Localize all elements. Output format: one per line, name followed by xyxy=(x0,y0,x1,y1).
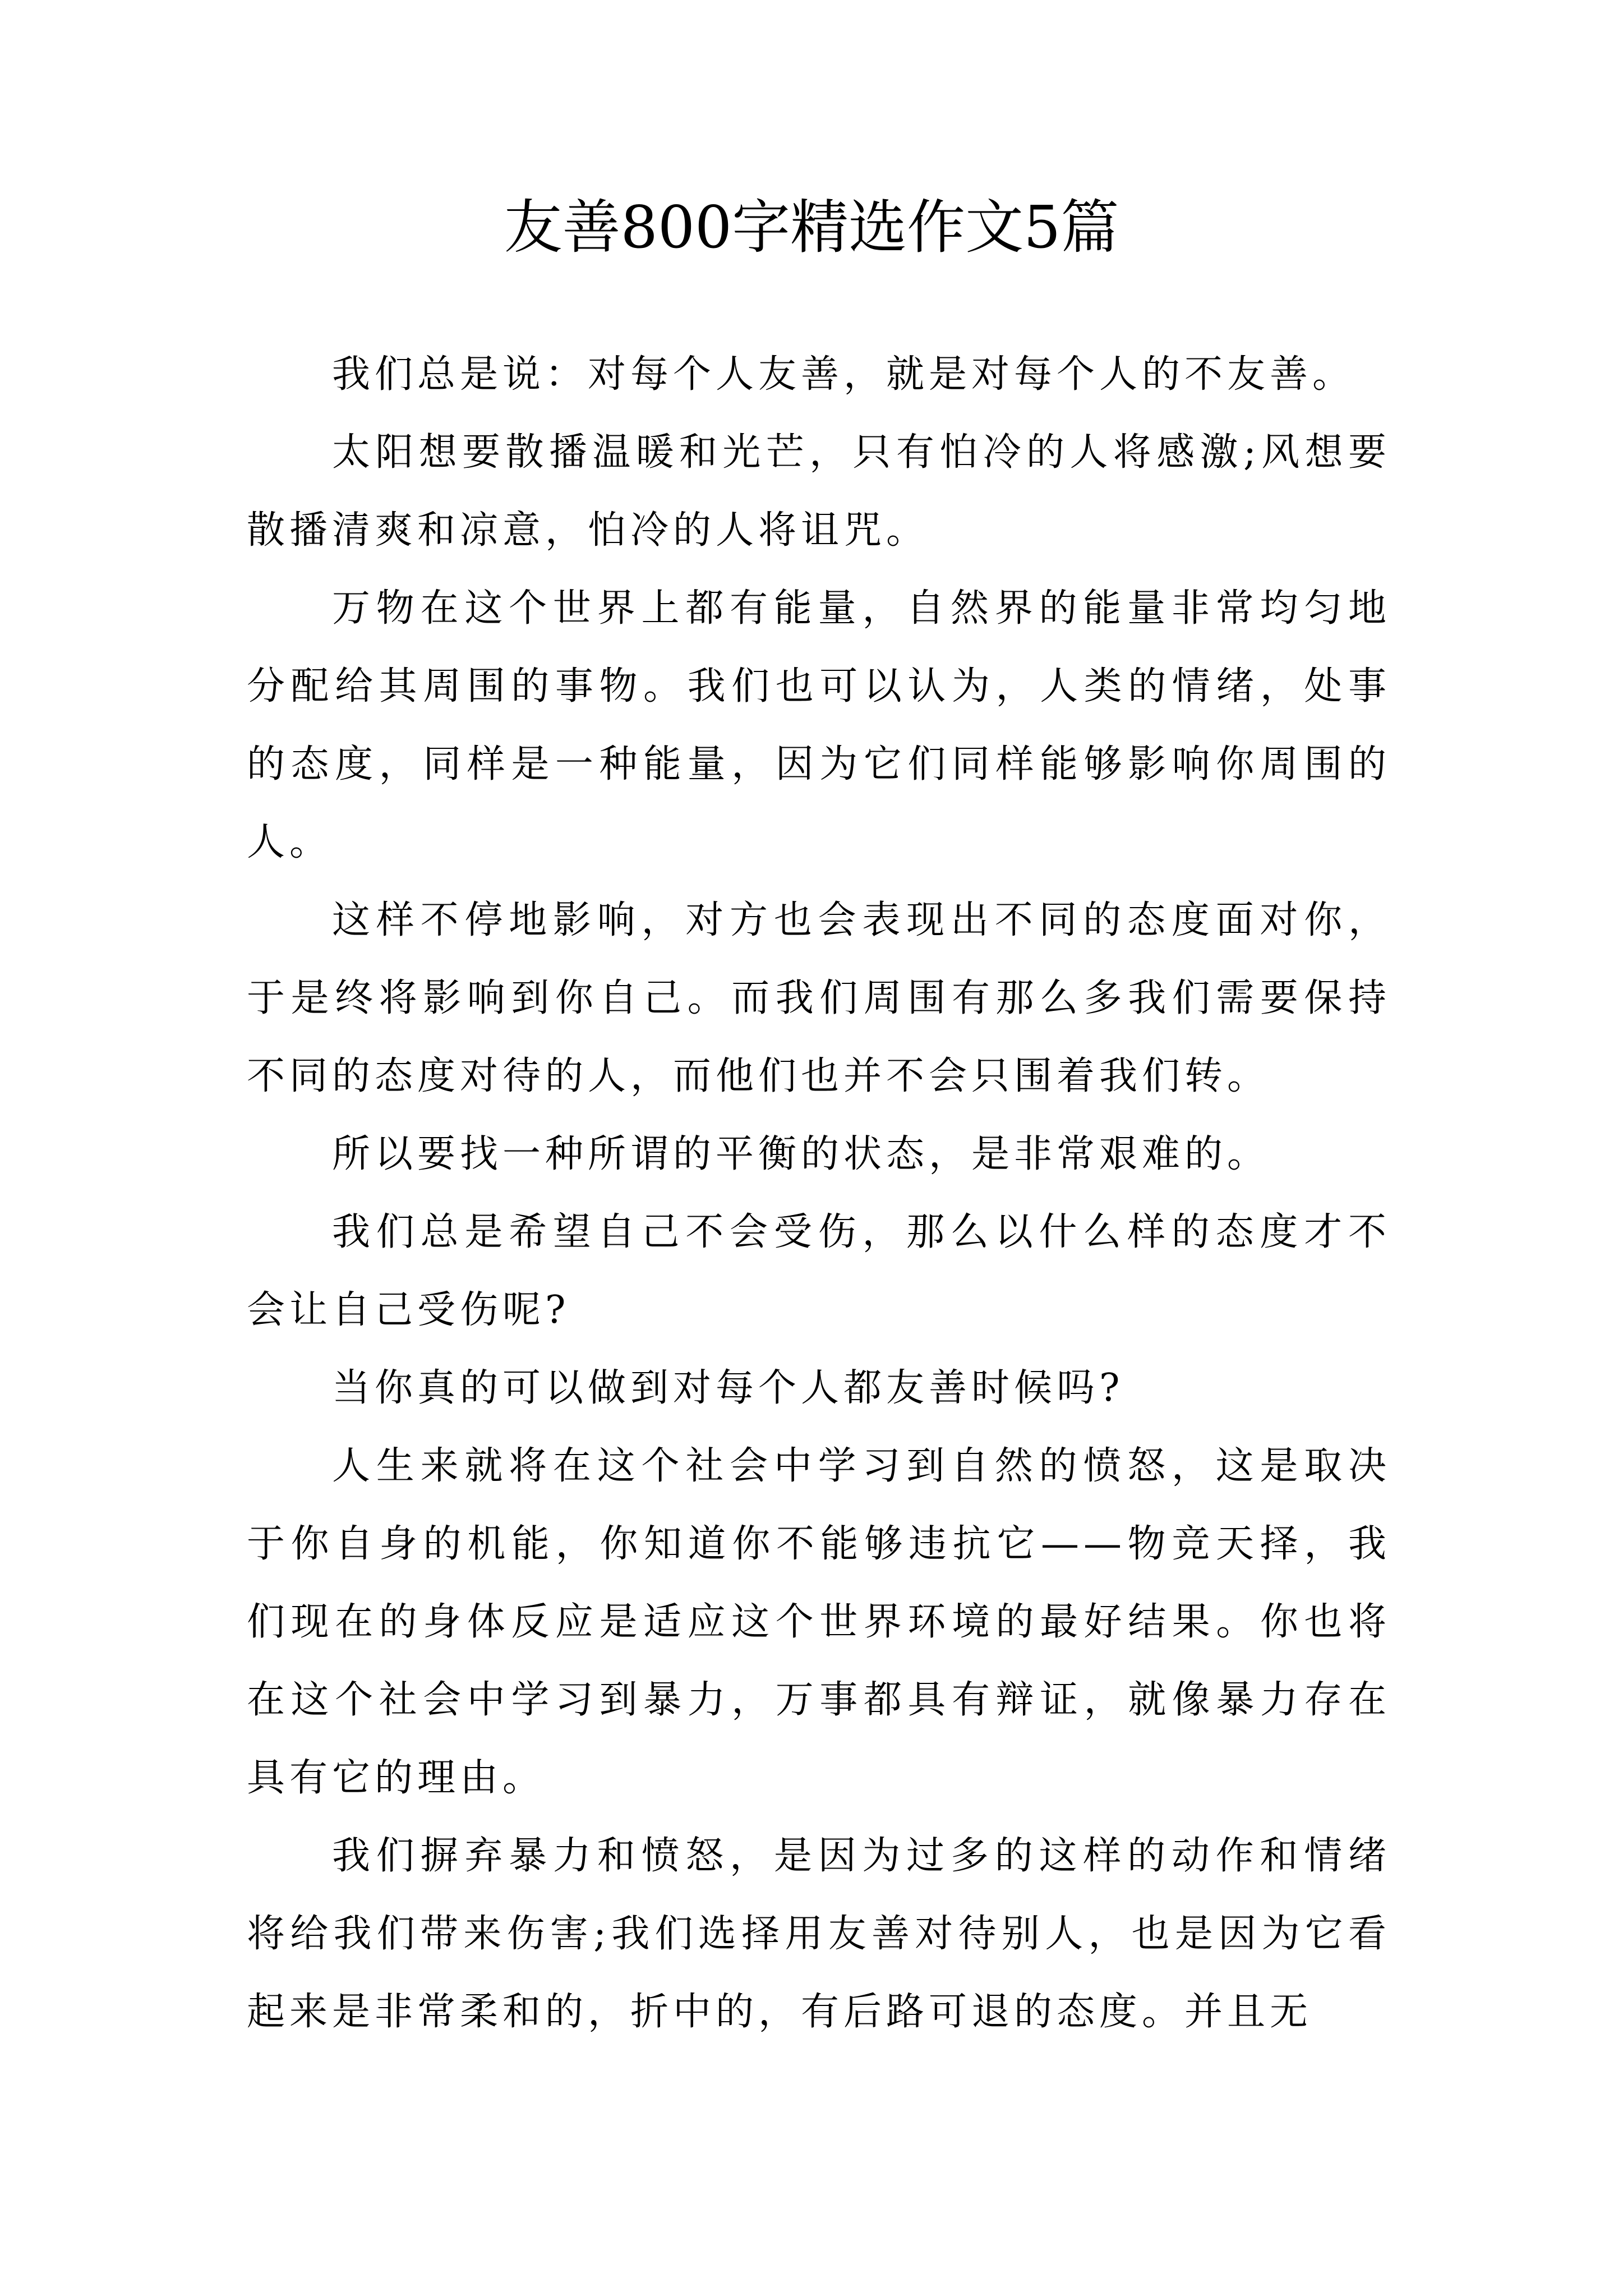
paragraph: 我们摒弃暴力和愤怒，是因为过多的这样的动作和情绪将给我们带来伤害;我们选择用友善对待别人，也是因为它看起来是非常柔和的，折中的，有后路可退的态度。并且无 xyxy=(247,1834,1391,2034)
paragraph: 我们总是希望自己不会受伤，那么以什么样的态度才不会让自己受伤呢? xyxy=(247,1210,1391,1332)
paragraph: 当你真的可以做到对每个人都友善时候吗? xyxy=(332,1366,1124,1410)
paragraph: 所以要找一种所谓的平衡的状态，是非常艰难的。 xyxy=(332,1132,1270,1176)
paragraph: 我们总是说：对每个人友善，就是对每个人的不友善。 xyxy=(332,352,1355,397)
paragraph: 太阳想要散播温暖和光芒，只有怕冷的人将感激;风想要散播清爽和凉意，怕冷的人将诅咒。 xyxy=(247,430,1391,553)
paragraph: 人生来就将在这个社会中学习到自然的愤怒，这是取决于你自身的机能，你知道你不能够违抗它——物竞天择，我们现在的身体反应是适应这个世界环境的最好结果。你也将在这个社会中学习到暴力，万事都具有辩证，就像暴力存在具有它的理由。 xyxy=(247,1444,1391,1800)
document-title: 友善800字精选作文5篇 xyxy=(504,193,1119,261)
paragraph: 万物在这个世界上都有能量，自然界的能量非常均匀地分配给其周围的事物。我们也可以认为，人类的情绪，处事的态度，同样是一种能量，因为它们同样能够影响你周围的人。 xyxy=(247,586,1391,864)
paragraph: 这样不停地影响，对方也会表现出不同的态度面对你，于是终将影响到你自己。而我们周围有那么多我们需要保持不同的态度对待的人，而他们也并不会只围着我们转。 xyxy=(247,898,1391,1098)
document-body xyxy=(247,335,1391,2051)
